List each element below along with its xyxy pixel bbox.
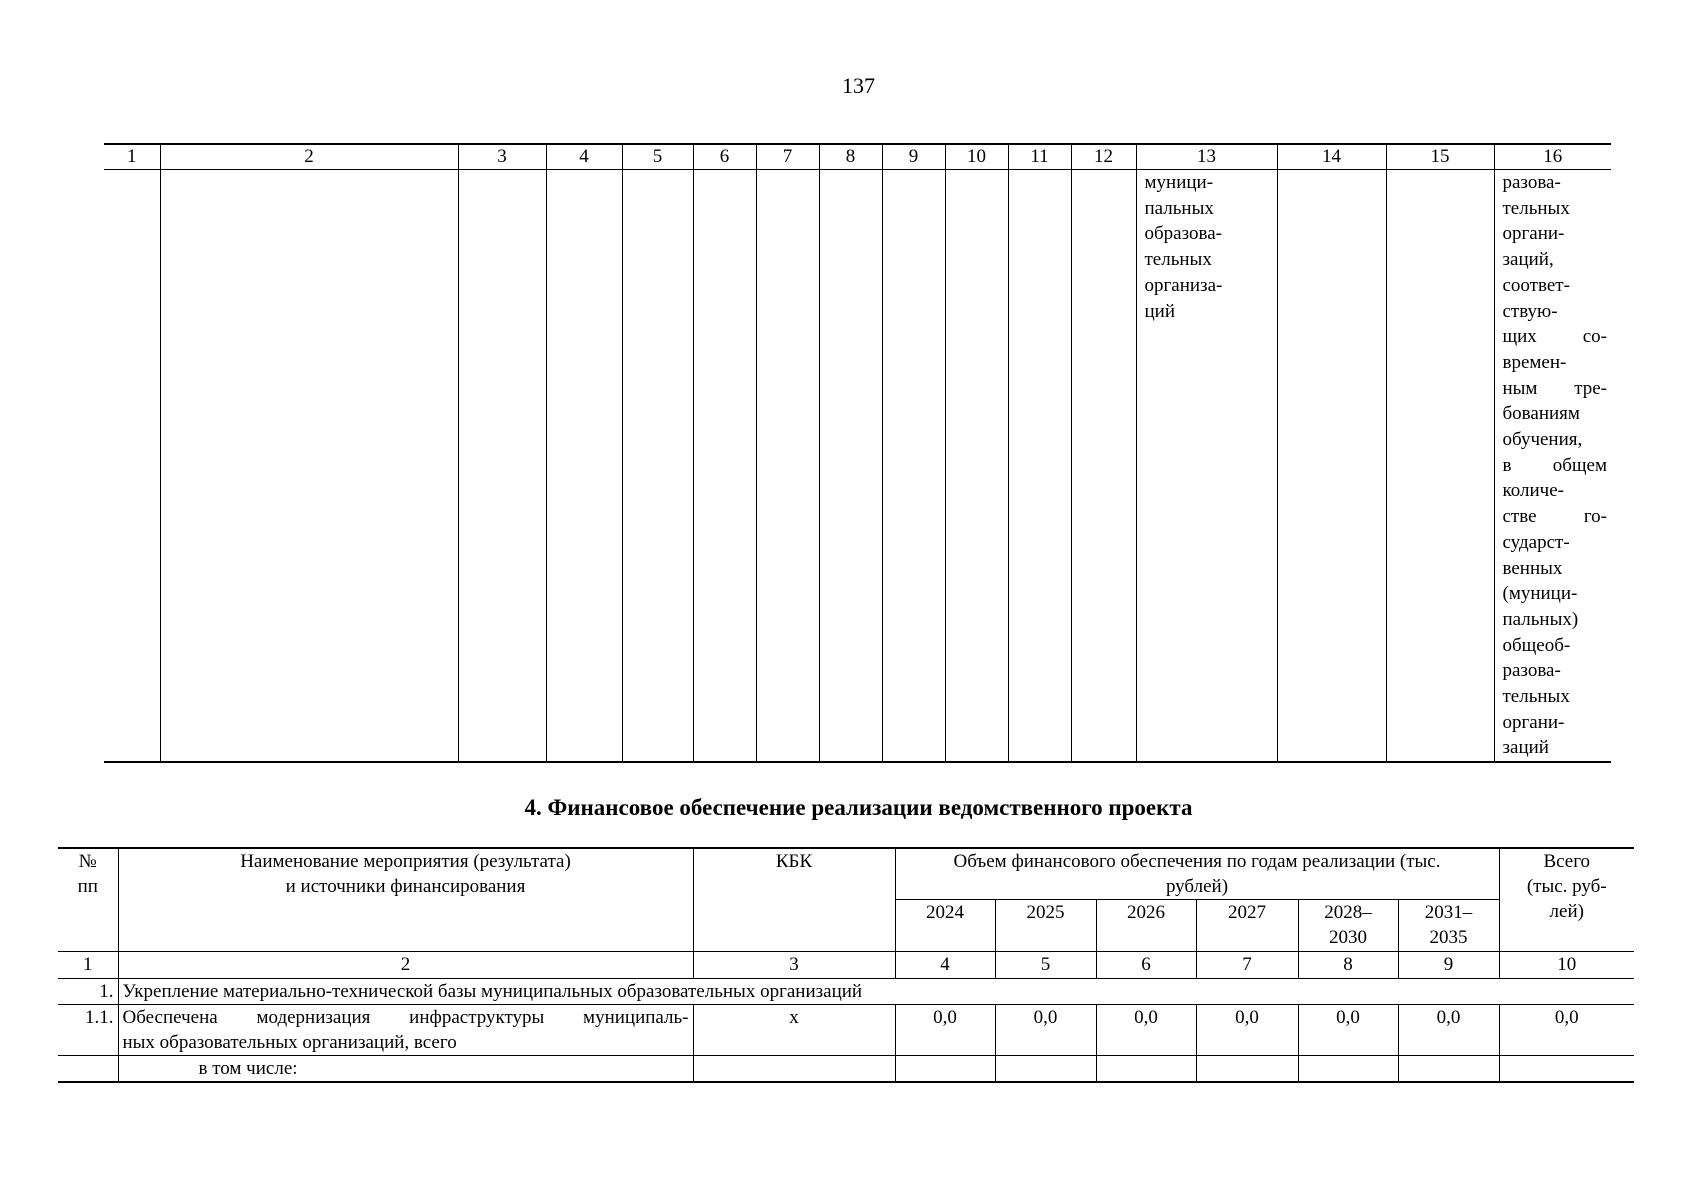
table-row	[58, 1005, 1634, 1056]
column-number: 16	[1494, 144, 1611, 170]
text-line: ций	[1144, 300, 1176, 322]
column-16-text	[1494, 170, 1611, 763]
text-line: пальных	[1144, 197, 1214, 219]
row-value: 0,0	[895, 1005, 995, 1056]
text-line: ным тре-	[1502, 377, 1607, 399]
column-number: 13	[1136, 144, 1277, 170]
column-number: 9	[882, 144, 945, 170]
continuation-table	[104, 143, 1611, 763]
header-row	[58, 848, 1634, 900]
header-name: Наименование мероприятия (результата) и источники финансирования	[118, 848, 693, 952]
text-line: организа-	[1144, 274, 1223, 296]
column-number: 5	[995, 952, 1096, 979]
column-number: 8	[1298, 952, 1398, 979]
header-number: № пп	[58, 848, 118, 952]
row-title: Укрепление материально-технической базы муниципальных образовательных организаций	[118, 979, 1634, 1005]
column-number: 4	[546, 144, 622, 170]
column-number: 12	[1071, 144, 1136, 170]
column-number: 5	[622, 144, 693, 170]
row-name: Обеспечена модернизация инфраструктуры муниципаль- ных образовательных организаций, всего	[118, 1005, 693, 1056]
text-line: разова-	[1502, 172, 1561, 193]
text-line: стве го-	[1502, 506, 1607, 528]
text-line: органи-	[1502, 223, 1565, 245]
column-number: 2	[118, 952, 693, 979]
row-name: в том числе:	[118, 1056, 693, 1083]
text-line: общеоб-	[1502, 634, 1571, 656]
row-kbk: х	[693, 1005, 895, 1056]
column-13-text	[1136, 170, 1277, 763]
text-line: пальных)	[1502, 608, 1579, 630]
text-line: бованиям	[1502, 403, 1580, 425]
column-number: 3	[693, 952, 895, 979]
text-line: тельных	[1502, 197, 1570, 219]
column-number: 11	[1008, 144, 1071, 170]
row-value: 0,0	[1096, 1005, 1196, 1056]
column-number: 6	[1096, 952, 1196, 979]
text-line: соответ-	[1502, 274, 1570, 296]
text-line: (муници-	[1502, 583, 1578, 605]
row-number: 1.1.	[58, 1005, 118, 1056]
header-year: 2028– 2030	[1298, 900, 1398, 952]
text-line: разова-	[1502, 660, 1561, 682]
text-line: обучения,	[1502, 429, 1583, 451]
header-year: 2026	[1096, 900, 1196, 952]
row-total: 0,0	[1499, 1005, 1634, 1056]
column-number: 1	[58, 952, 118, 979]
text-line: венных	[1502, 557, 1563, 579]
column-number: 9	[1398, 952, 1499, 979]
text-line: муници-	[1144, 172, 1214, 193]
text-line: органи-	[1502, 711, 1565, 733]
column-number: 2	[160, 144, 458, 170]
section-title: 4. Финансовое обеспечение реализации ведомственного проекта	[524, 795, 1193, 820]
text-line: щих со-	[1502, 326, 1607, 348]
column-number: 10	[1499, 952, 1634, 979]
column-number: 6	[693, 144, 756, 170]
text-line: заций	[1502, 737, 1549, 759]
column-number: 8	[819, 144, 882, 170]
column-number: 3	[458, 144, 546, 170]
text-line: ствую-	[1502, 300, 1558, 322]
text-line: тельных	[1502, 686, 1570, 708]
column-number: 4	[895, 952, 995, 979]
row-value: 0,0	[1196, 1005, 1298, 1056]
continuation-row	[104, 170, 1611, 763]
financing-table	[58, 847, 1634, 1083]
text-line: в общем	[1502, 454, 1607, 476]
text-line: времен-	[1502, 351, 1567, 373]
row-value: 0,0	[995, 1005, 1096, 1056]
header-total: Всего (тыс. руб- лей)	[1499, 848, 1634, 952]
header-volume: Объем финансового обеспечения по годам реализации (тыс. рублей)	[895, 848, 1499, 900]
row-value: 0,0	[1398, 1005, 1499, 1056]
text-line: тельных	[1144, 249, 1212, 271]
header-year: 2024	[895, 900, 995, 952]
header-year: 2027	[1196, 900, 1298, 952]
row-number	[58, 1056, 118, 1083]
column-number: 15	[1386, 144, 1494, 170]
table-row	[58, 1056, 1634, 1083]
table-row	[58, 979, 1634, 1005]
column-number: 1	[104, 144, 160, 170]
column-numbers-row	[104, 144, 1611, 170]
column-number: 7	[1196, 952, 1298, 979]
text-line: образова-	[1144, 223, 1222, 245]
column-number: 7	[756, 144, 819, 170]
header-kbk: КБК	[693, 848, 895, 952]
row-value: 0,0	[1298, 1005, 1398, 1056]
text-line: сударст-	[1502, 531, 1570, 553]
column-number: 14	[1277, 144, 1386, 170]
column-number: 10	[945, 144, 1008, 170]
page-number: 137	[842, 73, 875, 98]
text-line: количе-	[1502, 480, 1564, 502]
row-number: 1.	[58, 979, 118, 1005]
header-year: 2025	[995, 900, 1096, 952]
text-line: заций,	[1502, 249, 1554, 271]
header-year: 2031– 2035	[1398, 900, 1499, 952]
column-numbers-row	[58, 952, 1634, 979]
